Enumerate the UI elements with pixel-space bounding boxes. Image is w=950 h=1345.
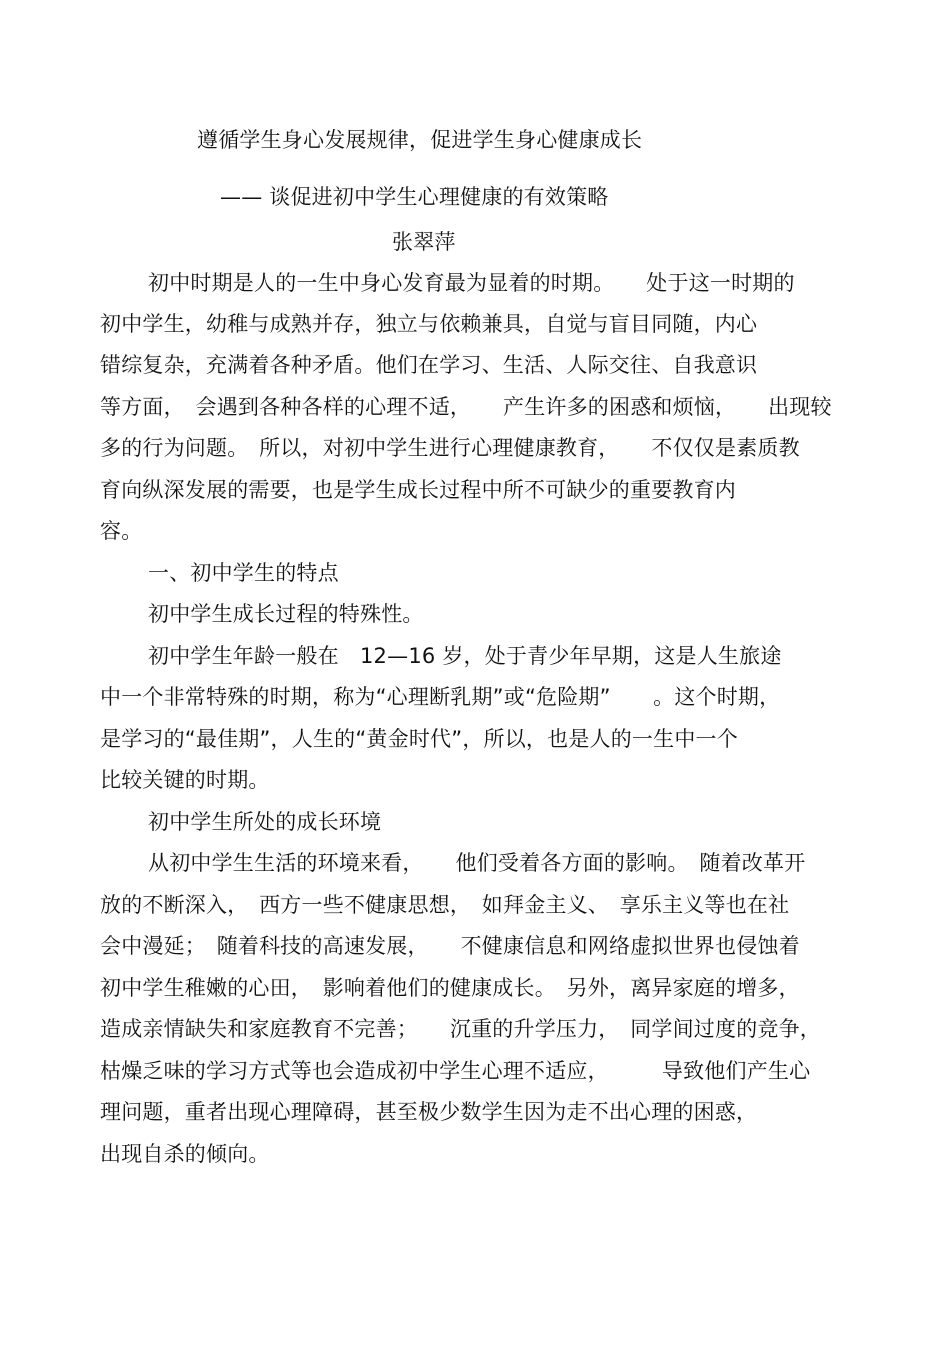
document-subtitle: —— 谈促进初中学生心理健康的有效策略 <box>220 185 609 209</box>
body-line: 初中学生稚嫩的心田， 影响着他们的健康成长。 另外，离异家庭的增多， <box>100 976 800 1000</box>
body-line: 是学习的“最佳期”，人生的“黄金时代”，所以，也是人的一生中一个 <box>100 727 738 751</box>
body-line: 造成亲情缺失和家庭教育不完善； 沉重的升学压力， 同学间过度的竞争， <box>100 1017 821 1041</box>
body-line: 理问题，重者出现心理障碍，甚至极少数学生因为走不出心理的困惑， <box>100 1100 758 1124</box>
body-line: 初中时期是人的一生中身心发育最为显着的时期。 处于这一时期的 <box>148 271 795 295</box>
document-title: 遵循学生身心发展规律，促进学生身心健康成长 <box>197 128 643 152</box>
body-line: 育向纵深发展的需要，也是学生成长过程中所不可缺少的重要教育内 <box>100 478 736 502</box>
body-line: 错综复杂，充满着各种矛盾。他们在学习、生活、人际交往、自我意识 <box>100 353 758 377</box>
body-line: 中一个非常特殊的时期，称为“心理断乳期”或“危险期” 。这个时期， <box>100 685 781 709</box>
body-line: 会中漫延； 随着科技的高速发展， 不健康信息和网络虚拟世界也侵蚀着 <box>100 934 800 958</box>
body-line: 比较关键的时期。 <box>100 768 270 792</box>
body-line: 等方面， 会遇到各种各样的心理不适， 产生许多的困惑和烦恼， 出现较 <box>100 395 832 419</box>
body-line: 容。 <box>100 519 143 543</box>
body-line: 出现自杀的倾向。 <box>100 1142 270 1166</box>
section-heading: 一、初中学生的特点 <box>148 561 339 585</box>
body-line: 初中学生年龄一般在 12—16 岁，处于青少年早期，这是人生旅途 <box>148 644 782 668</box>
document-author: 张翠萍 <box>392 230 456 254</box>
body-line: 枯燥乏味的学习方式等也会造成初中学生心理不适应， 导致他们产生心 <box>100 1059 811 1083</box>
body-line: 放的不断深入， 西方一些不健康思想， 如拜金主义、 享乐主义等也在社 <box>100 893 790 917</box>
subsection-heading: 初中学生所处的成长环境 <box>148 810 382 834</box>
body-line: 从初中学生生活的环境来看， 他们受着各方面的影响。 随着改革开 <box>148 851 806 875</box>
body-line: 初中学生，幼稚与成熟并存，独立与依赖兼具，自觉与盲目同随，内心 <box>100 312 758 336</box>
subsection-heading: 初中学生成长过程的特殊性。 <box>148 602 424 626</box>
body-line: 多的行为问题。 所以，对初中学生进行心理健康教育， 不仅仅是素质教 <box>100 436 800 460</box>
